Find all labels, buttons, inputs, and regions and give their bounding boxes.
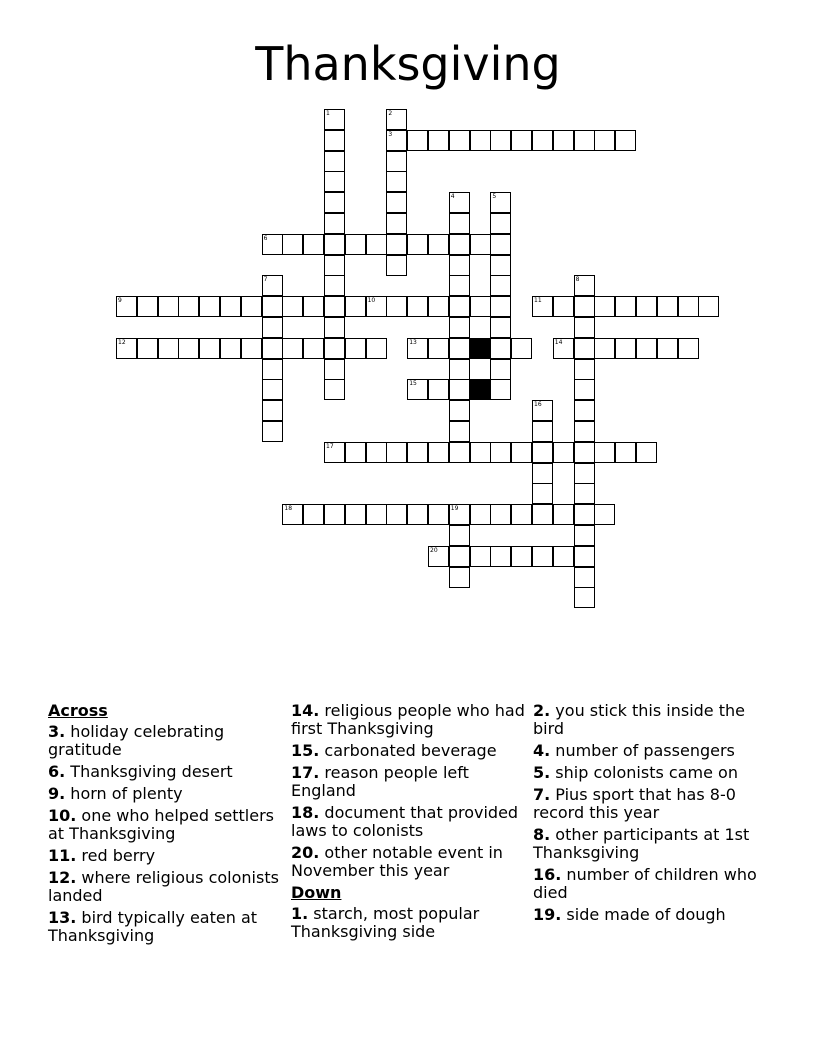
grid-cell[interactable] bbox=[532, 504, 553, 525]
grid-cell[interactable] bbox=[282, 296, 303, 317]
grid-cell[interactable] bbox=[366, 504, 387, 525]
grid-cell[interactable] bbox=[532, 546, 553, 567]
clue-number: 19 bbox=[450, 505, 459, 513]
across-clue bbox=[291, 742, 527, 760]
grid-cell[interactable] bbox=[449, 130, 470, 151]
clue-text: document that provided laws to colonists bbox=[291, 803, 519, 840]
clue-text: holiday celebrating gratitude bbox=[48, 722, 225, 759]
down-clue-list bbox=[291, 905, 527, 941]
grid-cell[interactable] bbox=[386, 442, 407, 463]
grid-cell[interactable] bbox=[574, 359, 595, 380]
clue-number-label: 13. bbox=[48, 908, 77, 927]
clue-number-label: 7. bbox=[533, 785, 551, 804]
grid-cell[interactable] bbox=[470, 130, 491, 151]
clue-number: 17 bbox=[326, 442, 334, 450]
grid-cell[interactable] bbox=[449, 359, 470, 380]
grid-cell[interactable] bbox=[324, 504, 345, 525]
grid-cell[interactable] bbox=[220, 296, 241, 317]
grid-cell[interactable] bbox=[615, 296, 636, 317]
grid-cell[interactable] bbox=[324, 151, 345, 172]
grid-cell[interactable] bbox=[428, 296, 449, 317]
clue-number-label: 8. bbox=[533, 825, 551, 844]
grid-cell[interactable] bbox=[324, 255, 345, 276]
clue-number: 1 bbox=[326, 110, 330, 117]
grid-cell[interactable] bbox=[262, 379, 283, 400]
clue-number: 14 bbox=[554, 338, 563, 346]
down-clue bbox=[291, 905, 527, 941]
grid-cell[interactable] bbox=[574, 421, 595, 442]
grid-cell[interactable] bbox=[594, 296, 615, 317]
clue-number-label: 3. bbox=[48, 722, 66, 741]
grid-cell[interactable] bbox=[345, 338, 366, 359]
grid-cell[interactable] bbox=[303, 296, 324, 317]
grid-cell[interactable] bbox=[574, 379, 595, 400]
grid-cell[interactable] bbox=[490, 192, 511, 213]
grid-cell[interactable] bbox=[262, 421, 283, 442]
grid-cell[interactable] bbox=[657, 338, 678, 359]
down-clue bbox=[533, 742, 769, 760]
grid-cell[interactable] bbox=[449, 379, 470, 400]
across-clue-list bbox=[48, 723, 284, 945]
grid-cell[interactable] bbox=[303, 234, 324, 255]
grid-cell[interactable] bbox=[324, 109, 345, 130]
clue-number-label: 12. bbox=[48, 868, 77, 887]
across-clue bbox=[291, 804, 527, 840]
grid-cell[interactable] bbox=[574, 546, 595, 567]
grid-cell[interactable] bbox=[262, 234, 283, 255]
clue-number-label: 1. bbox=[291, 904, 309, 923]
grid-cell[interactable] bbox=[470, 504, 491, 525]
grid-cell[interactable] bbox=[262, 275, 283, 296]
grid-cell[interactable] bbox=[636, 442, 657, 463]
clue-number: 5 bbox=[492, 193, 497, 201]
grid-cell[interactable] bbox=[678, 296, 699, 317]
grid-cell[interactable] bbox=[490, 338, 511, 359]
clue-text: bird typically eaten at Thanksgiving bbox=[48, 908, 258, 945]
grid-cell[interactable] bbox=[574, 275, 595, 296]
grid-cell[interactable] bbox=[282, 338, 303, 359]
clue-number: 18 bbox=[284, 505, 293, 513]
grid-cell[interactable] bbox=[220, 338, 241, 359]
grid-cell[interactable] bbox=[428, 504, 449, 525]
clue-text: number of children who died bbox=[533, 865, 757, 902]
clue-number: 13 bbox=[409, 338, 417, 346]
grid-cell[interactable] bbox=[574, 296, 595, 317]
clue-number-label: 18. bbox=[291, 803, 320, 822]
clue-number: 6 bbox=[263, 234, 268, 242]
grid-cell[interactable] bbox=[532, 442, 553, 463]
across-clue bbox=[48, 847, 284, 865]
grid-cell[interactable] bbox=[137, 296, 158, 317]
grid-cell[interactable] bbox=[490, 546, 511, 567]
grid-cell[interactable] bbox=[366, 296, 387, 317]
clue-number: 11 bbox=[534, 297, 542, 305]
grid-cell[interactable] bbox=[324, 213, 345, 234]
grid-cell[interactable] bbox=[241, 338, 262, 359]
grid-cell[interactable] bbox=[428, 546, 449, 567]
grid-cell[interactable] bbox=[553, 296, 574, 317]
grid-cell[interactable] bbox=[324, 317, 345, 338]
down-clue bbox=[533, 702, 769, 738]
across-clue bbox=[48, 763, 284, 781]
grid-cell[interactable] bbox=[158, 296, 179, 317]
grid-cell[interactable] bbox=[366, 234, 387, 255]
grid-cell[interactable] bbox=[407, 442, 428, 463]
grid-cell[interactable] bbox=[574, 317, 595, 338]
grid-cell[interactable] bbox=[386, 255, 407, 276]
grid-cell[interactable] bbox=[386, 213, 407, 234]
grid-cell[interactable] bbox=[678, 338, 699, 359]
grid-cell[interactable] bbox=[636, 296, 657, 317]
grid-cell[interactable] bbox=[324, 296, 345, 317]
grid-cell[interactable] bbox=[324, 359, 345, 380]
grid-cell[interactable] bbox=[386, 234, 407, 255]
grid-cell[interactable] bbox=[594, 130, 615, 151]
grid-cell[interactable] bbox=[532, 130, 553, 151]
grid-cell[interactable] bbox=[490, 504, 511, 525]
black-cell bbox=[470, 338, 491, 359]
clue-text: other notable event in November this year bbox=[291, 843, 503, 880]
clue-text: horn of plenty bbox=[65, 784, 183, 803]
clue-text: Pius sport that has 8-0 record this year bbox=[533, 785, 736, 822]
clue-number: 16 bbox=[534, 401, 542, 409]
grid-cell[interactable] bbox=[449, 275, 470, 296]
grid-cell[interactable] bbox=[594, 504, 615, 525]
clue-number-label: 11. bbox=[48, 846, 77, 865]
clue-text: carbonated beverage bbox=[319, 741, 497, 760]
grid-cell[interactable] bbox=[428, 234, 449, 255]
grid-cell[interactable] bbox=[553, 442, 574, 463]
grid-cell[interactable] bbox=[511, 130, 532, 151]
grid-cell[interactable] bbox=[532, 463, 553, 484]
down-clue bbox=[533, 906, 769, 924]
grid-cell[interactable] bbox=[698, 296, 719, 317]
down-clue bbox=[533, 764, 769, 782]
grid-cell[interactable] bbox=[241, 296, 262, 317]
grid-cell[interactable] bbox=[386, 151, 407, 172]
across-clue bbox=[291, 702, 527, 738]
grid-cell[interactable] bbox=[449, 234, 470, 255]
across-clue bbox=[291, 844, 527, 880]
grid-cell[interactable] bbox=[262, 359, 283, 380]
grid-cell[interactable] bbox=[345, 504, 366, 525]
grid-cell[interactable] bbox=[407, 504, 428, 525]
grid-cell[interactable] bbox=[511, 442, 532, 463]
grid-cell[interactable] bbox=[386, 130, 407, 151]
clue-number: 8 bbox=[575, 276, 580, 284]
grid-cell[interactable] bbox=[345, 296, 366, 317]
clue-text: red berry bbox=[76, 846, 156, 865]
grid-cell[interactable] bbox=[615, 442, 636, 463]
grid-cell[interactable] bbox=[324, 192, 345, 213]
grid-cell[interactable] bbox=[636, 338, 657, 359]
grid-cell[interactable] bbox=[657, 296, 678, 317]
clue-number: 15 bbox=[409, 380, 417, 388]
grid-cell[interactable] bbox=[574, 400, 595, 421]
grid-cell[interactable] bbox=[178, 338, 199, 359]
grid-cell[interactable] bbox=[490, 255, 511, 276]
grid-cell[interactable] bbox=[553, 504, 574, 525]
clue-number-label: 6. bbox=[48, 762, 66, 781]
grid-cell[interactable] bbox=[470, 442, 491, 463]
down-clue-list-continued bbox=[533, 702, 769, 924]
clue-column-2 bbox=[291, 702, 527, 945]
grid-cell[interactable] bbox=[324, 130, 345, 151]
clue-number-label: 17. bbox=[291, 763, 320, 782]
clue-text: ship colonists came on bbox=[550, 763, 738, 782]
clue-number: 7 bbox=[263, 276, 268, 284]
grid-cell[interactable] bbox=[262, 338, 283, 359]
grid-cell[interactable] bbox=[324, 234, 345, 255]
grid-cell[interactable] bbox=[490, 442, 511, 463]
grid-cell[interactable] bbox=[615, 130, 636, 151]
grid-cell[interactable] bbox=[574, 587, 595, 608]
grid-cell[interactable] bbox=[345, 234, 366, 255]
grid-cell[interactable] bbox=[262, 317, 283, 338]
grid-cell[interactable] bbox=[407, 338, 428, 359]
clue-text: starch, most popular Thanksgiving side bbox=[291, 904, 480, 941]
clue-number: 2 bbox=[388, 110, 393, 117]
clue-number: 4 bbox=[450, 193, 455, 201]
grid-cell[interactable] bbox=[511, 338, 532, 359]
grid-cell[interactable] bbox=[449, 567, 470, 588]
clue-text: Thanksgiving desert bbox=[65, 762, 233, 781]
grid-cell[interactable] bbox=[574, 525, 595, 546]
grid-cell[interactable] bbox=[490, 317, 511, 338]
grid-cell[interactable] bbox=[137, 338, 158, 359]
grid-cell[interactable] bbox=[262, 296, 283, 317]
grid-cell[interactable] bbox=[449, 525, 470, 546]
grid-cell[interactable] bbox=[386, 171, 407, 192]
clue-text: you stick this inside the bird bbox=[533, 701, 745, 738]
grid-cell[interactable] bbox=[490, 359, 511, 380]
across-clue bbox=[48, 869, 284, 905]
clue-text: number of passengers bbox=[550, 741, 735, 760]
grid-cell[interactable] bbox=[449, 317, 470, 338]
down-clue bbox=[533, 866, 769, 902]
grid-cell[interactable] bbox=[449, 400, 470, 421]
grid-cell[interactable] bbox=[324, 171, 345, 192]
down-heading: Down bbox=[291, 883, 342, 902]
grid-cell[interactable] bbox=[449, 338, 470, 359]
clue-number-label: 16. bbox=[533, 865, 562, 884]
grid-cell[interactable] bbox=[324, 379, 345, 400]
grid-cell[interactable] bbox=[511, 546, 532, 567]
clue-number-label: 10. bbox=[48, 806, 77, 825]
grid-cell[interactable] bbox=[366, 338, 387, 359]
across-clue bbox=[48, 807, 284, 843]
grid-cell[interactable] bbox=[449, 192, 470, 213]
grid-cell[interactable] bbox=[428, 130, 449, 151]
across-clue-list-continued bbox=[291, 702, 527, 880]
clue-text: side made of dough bbox=[561, 905, 726, 924]
clue-text: reason people left England bbox=[291, 763, 469, 800]
grid-cell[interactable] bbox=[386, 192, 407, 213]
grid-cell[interactable] bbox=[532, 296, 553, 317]
grid-cell[interactable] bbox=[553, 546, 574, 567]
grid-cell[interactable] bbox=[116, 296, 137, 317]
grid-cell[interactable] bbox=[303, 338, 324, 359]
grid-cell[interactable] bbox=[282, 504, 303, 525]
grid-cell[interactable] bbox=[407, 296, 428, 317]
grid-cell[interactable] bbox=[407, 234, 428, 255]
grid-cell[interactable] bbox=[282, 234, 303, 255]
grid-cell[interactable] bbox=[449, 255, 470, 276]
grid-cell[interactable] bbox=[449, 546, 470, 567]
across-clue bbox=[48, 723, 284, 759]
grid-cell[interactable] bbox=[490, 379, 511, 400]
grid-cell[interactable] bbox=[490, 130, 511, 151]
clue-number-label: 5. bbox=[533, 763, 551, 782]
grid-cell[interactable] bbox=[386, 296, 407, 317]
grid-cell[interactable] bbox=[303, 504, 324, 525]
clue-number: 3 bbox=[388, 130, 393, 138]
clue-column-3 bbox=[533, 702, 769, 928]
grid-cell[interactable] bbox=[574, 567, 595, 588]
grid-cell[interactable] bbox=[574, 442, 595, 463]
grid-cell[interactable] bbox=[470, 234, 491, 255]
grid-cell[interactable] bbox=[574, 463, 595, 484]
grid-cell[interactable] bbox=[407, 130, 428, 151]
grid-cell[interactable] bbox=[449, 296, 470, 317]
grid-cell[interactable] bbox=[449, 504, 470, 525]
across-clue bbox=[48, 909, 284, 945]
grid-cell[interactable] bbox=[324, 442, 345, 463]
clue-number-label: 9. bbox=[48, 784, 66, 803]
grid-cell[interactable] bbox=[574, 483, 595, 504]
clue-number-label: 15. bbox=[291, 741, 320, 760]
clue-text: one who helped settlers at Thanksgiving bbox=[48, 806, 274, 843]
grid-cell[interactable] bbox=[574, 504, 595, 525]
grid-cell[interactable] bbox=[158, 338, 179, 359]
clue-text: where religious colonists landed bbox=[48, 868, 279, 905]
grid-cell[interactable] bbox=[386, 504, 407, 525]
clue-number-label: 4. bbox=[533, 741, 551, 760]
grid-cell[interactable] bbox=[490, 234, 511, 255]
grid-cell[interactable] bbox=[178, 296, 199, 317]
grid-cell[interactable] bbox=[532, 483, 553, 504]
black-cell bbox=[470, 379, 491, 400]
clue-number-label: 2. bbox=[533, 701, 551, 720]
grid-cell[interactable] bbox=[449, 421, 470, 442]
grid-cell[interactable] bbox=[574, 338, 595, 359]
grid-cell[interactable] bbox=[449, 213, 470, 234]
clue-number-label: 20. bbox=[291, 843, 320, 862]
across-heading: Across bbox=[48, 701, 108, 720]
grid-cell[interactable] bbox=[594, 442, 615, 463]
grid-cell[interactable] bbox=[470, 296, 491, 317]
grid-cell[interactable] bbox=[553, 130, 574, 151]
down-clue bbox=[533, 826, 769, 862]
clue-number-label: 14. bbox=[291, 701, 320, 720]
grid-cell[interactable] bbox=[490, 275, 511, 296]
across-clue bbox=[291, 764, 527, 800]
grid-cell[interactable] bbox=[199, 296, 220, 317]
grid-cell[interactable] bbox=[532, 400, 553, 421]
clue-number: 10 bbox=[367, 297, 376, 305]
grid-cell[interactable] bbox=[574, 130, 595, 151]
grid-cell[interactable] bbox=[262, 400, 283, 421]
clue-number: 20 bbox=[430, 546, 438, 554]
grid-cell[interactable] bbox=[511, 504, 532, 525]
page-title: Thanksgiving bbox=[255, 37, 561, 91]
grid-cell[interactable] bbox=[407, 379, 428, 400]
down-clue bbox=[533, 786, 769, 822]
clue-column-1 bbox=[48, 702, 284, 949]
grid-cell[interactable] bbox=[490, 213, 511, 234]
grid-cell[interactable] bbox=[199, 338, 220, 359]
across-clue bbox=[48, 785, 284, 803]
clue-number: 9 bbox=[118, 297, 122, 305]
grid-cell[interactable] bbox=[553, 338, 574, 359]
grid-cell[interactable] bbox=[428, 442, 449, 463]
grid-cell[interactable] bbox=[324, 338, 345, 359]
grid-cell[interactable] bbox=[324, 275, 345, 296]
grid-cell[interactable] bbox=[615, 338, 636, 359]
grid-cell[interactable] bbox=[532, 421, 553, 442]
clue-text: religious people who had first Thanksgiving bbox=[291, 701, 525, 738]
grid-cell[interactable] bbox=[490, 296, 511, 317]
grid-cell[interactable] bbox=[594, 338, 615, 359]
grid-cell[interactable] bbox=[366, 442, 387, 463]
clue-text: other participants at 1st Thanksgiving bbox=[533, 825, 750, 862]
grid-cell[interactable] bbox=[386, 109, 407, 130]
grid-cell[interactable] bbox=[428, 379, 449, 400]
clue-number: 12 bbox=[118, 338, 126, 346]
grid-cell[interactable] bbox=[116, 338, 137, 359]
clue-number-label: 19. bbox=[533, 905, 562, 924]
grid-cell[interactable] bbox=[449, 442, 470, 463]
grid-cell[interactable] bbox=[345, 442, 366, 463]
grid-cell[interactable] bbox=[428, 338, 449, 359]
grid-cell[interactable] bbox=[470, 546, 491, 567]
